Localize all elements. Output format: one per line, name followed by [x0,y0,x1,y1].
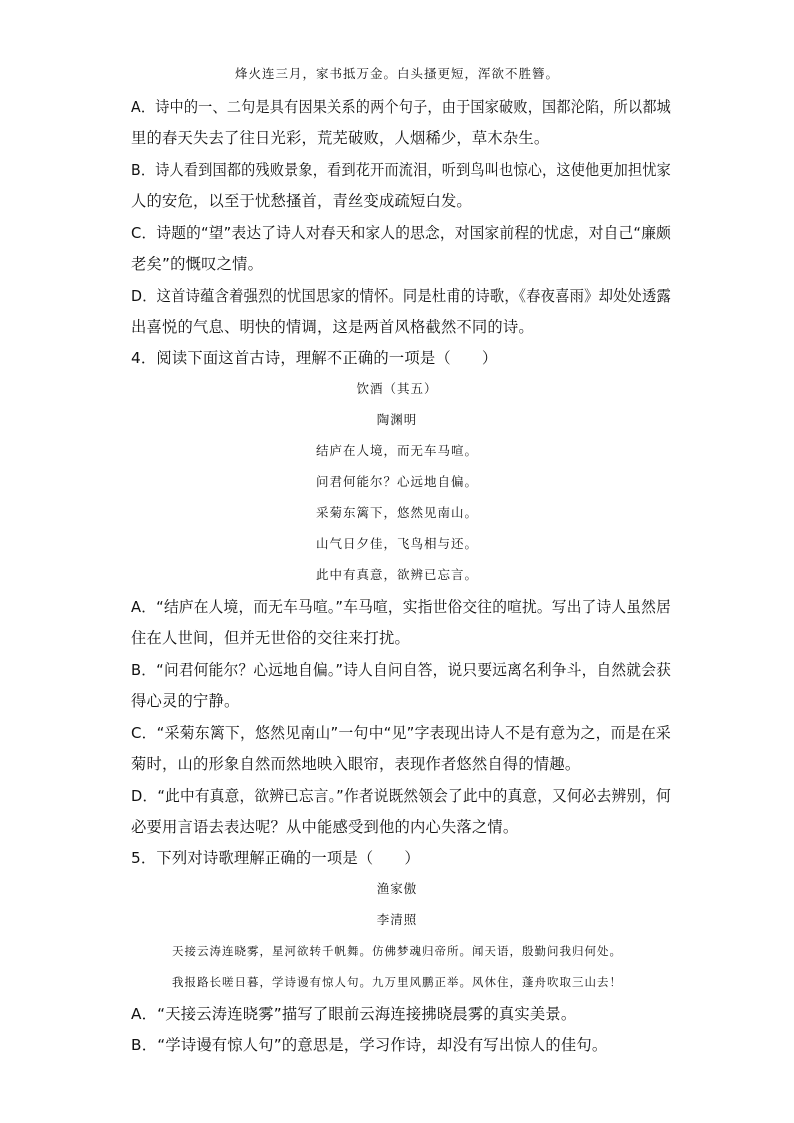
q3-option-d-line2: 出喜悦的气息、明快的情调，这是两首风格截然不同的诗。 [131,318,534,336]
q3-option-a-line2: 里的春天失去了往日光彩，荒芜破败，人烟稀少，草木杂生。 [131,129,550,147]
q5-poem-title: 渔家傲 [376,881,418,896]
q5-option-a: A．“天接云涛连晓雾”描写了眼前云海连接拂晓晨雾的真实美景。 [131,1005,577,1023]
q5-poem-line-1: 天接云涛连晓雾，星河欲转千帆舞。仿佛梦魂归帝所。闻天语，殷勤问我归何处。 [172,944,622,958]
q5-poem-line-2: 我报路长嗟日暮，学诗谩有惊人句。九万里风鹏正举。风休住，蓬舟吹取三山去！ [172,975,622,989]
q4-poem-line-1: 结庐在人境，而无车马喧。 [315,443,478,458]
q4-option-b-line2: 得心灵的宁静。 [131,692,240,710]
q4-poem-author: 陶渊明 [376,412,418,427]
q4-option-a-line2: 住在人世间，但并无世俗的交往来打扰。 [131,629,410,647]
q3-option-b-line2: 人的安危，以至于忧愁搔首，青丝变成疏短白发。 [131,192,472,210]
q4-poem-line-3: 采菊东篱下，悠然见南山。 [315,505,478,520]
q3-option-a-line1: A．诗中的一、二句是具有因果关系的两个句子，由于国家破败，国都沦陷，所以都城 [131,98,671,116]
q4-option-b-line1: B．“问君何能尔？心远地自偏。”诗人自问自答，说只要远离名利争斗，自然就会获 [131,661,671,679]
q4-poem-line-5: 此中有真意，欲辨已忘言。 [315,567,478,582]
q3-option-d-line1: D．这首诗蕴含着强烈的忧国思家的情怀。同是杜甫的诗歌，《春夜喜雨》却处处透露 [131,287,671,305]
q4-option-c-line1: C．“采菊东篱下，悠然见南山”一句中“见”字表现出诗人不是有意为之，而是在采 [131,724,671,742]
q4-option-d-line1: D．“此中有真意，欲辨已忘言。”作者说既然领会了此中的真意，又何必去辨别，何 [131,787,671,805]
q3-option-b-line1: B．诗人看到国都的残败景象，看到花开而流泪，听到鸟叫也惊心，这使他更加担忧家 [131,161,671,179]
q3-option-c-line2: 老矣”的慨叹之情。 [131,255,264,273]
q5-poem-author: 李清照 [376,912,418,927]
q3-poem-line: 烽火连三月，家书抵万金。白头搔更短，浑欲不胜簪。 [234,66,559,81]
q4-option-c-line2: 菊时，山的形象自然而然地映入眼帘，表现作者悠然自得的情趣。 [131,755,581,773]
q4-option-d-line2: 必要用言语去表达呢？从中能感受到他的内心失落之情。 [131,818,519,836]
q4-stem: 4．阅读下面这首古诗，理解不正确的一项是（ ） [131,349,498,367]
q4-poem-line-4: 山气日夕佳，飞鸟相与还。 [315,536,478,551]
q4-poem-line-2: 问君何能尔？心远地自偏。 [315,474,478,489]
q5-stem: 5．下列对诗歌理解正确的一项是（ ） [131,849,420,867]
q4-option-a-line1: A．“结庐在人境，而无车马喧。”车马喧，实指世俗交往的喧扰。写出了诗人虽然居 [131,598,671,616]
q5-option-b: B．“学诗谩有惊人句”的意思是，学习作诗，却没有写出惊人的佳句。 [131,1036,608,1054]
q4-poem-title: 饮酒（其五） [356,381,438,396]
q3-option-c-line1: C．诗题的“望”表达了诗人对春天和家人的思念，对国家前程的忧虑，对自己“廉颇 [131,224,671,242]
